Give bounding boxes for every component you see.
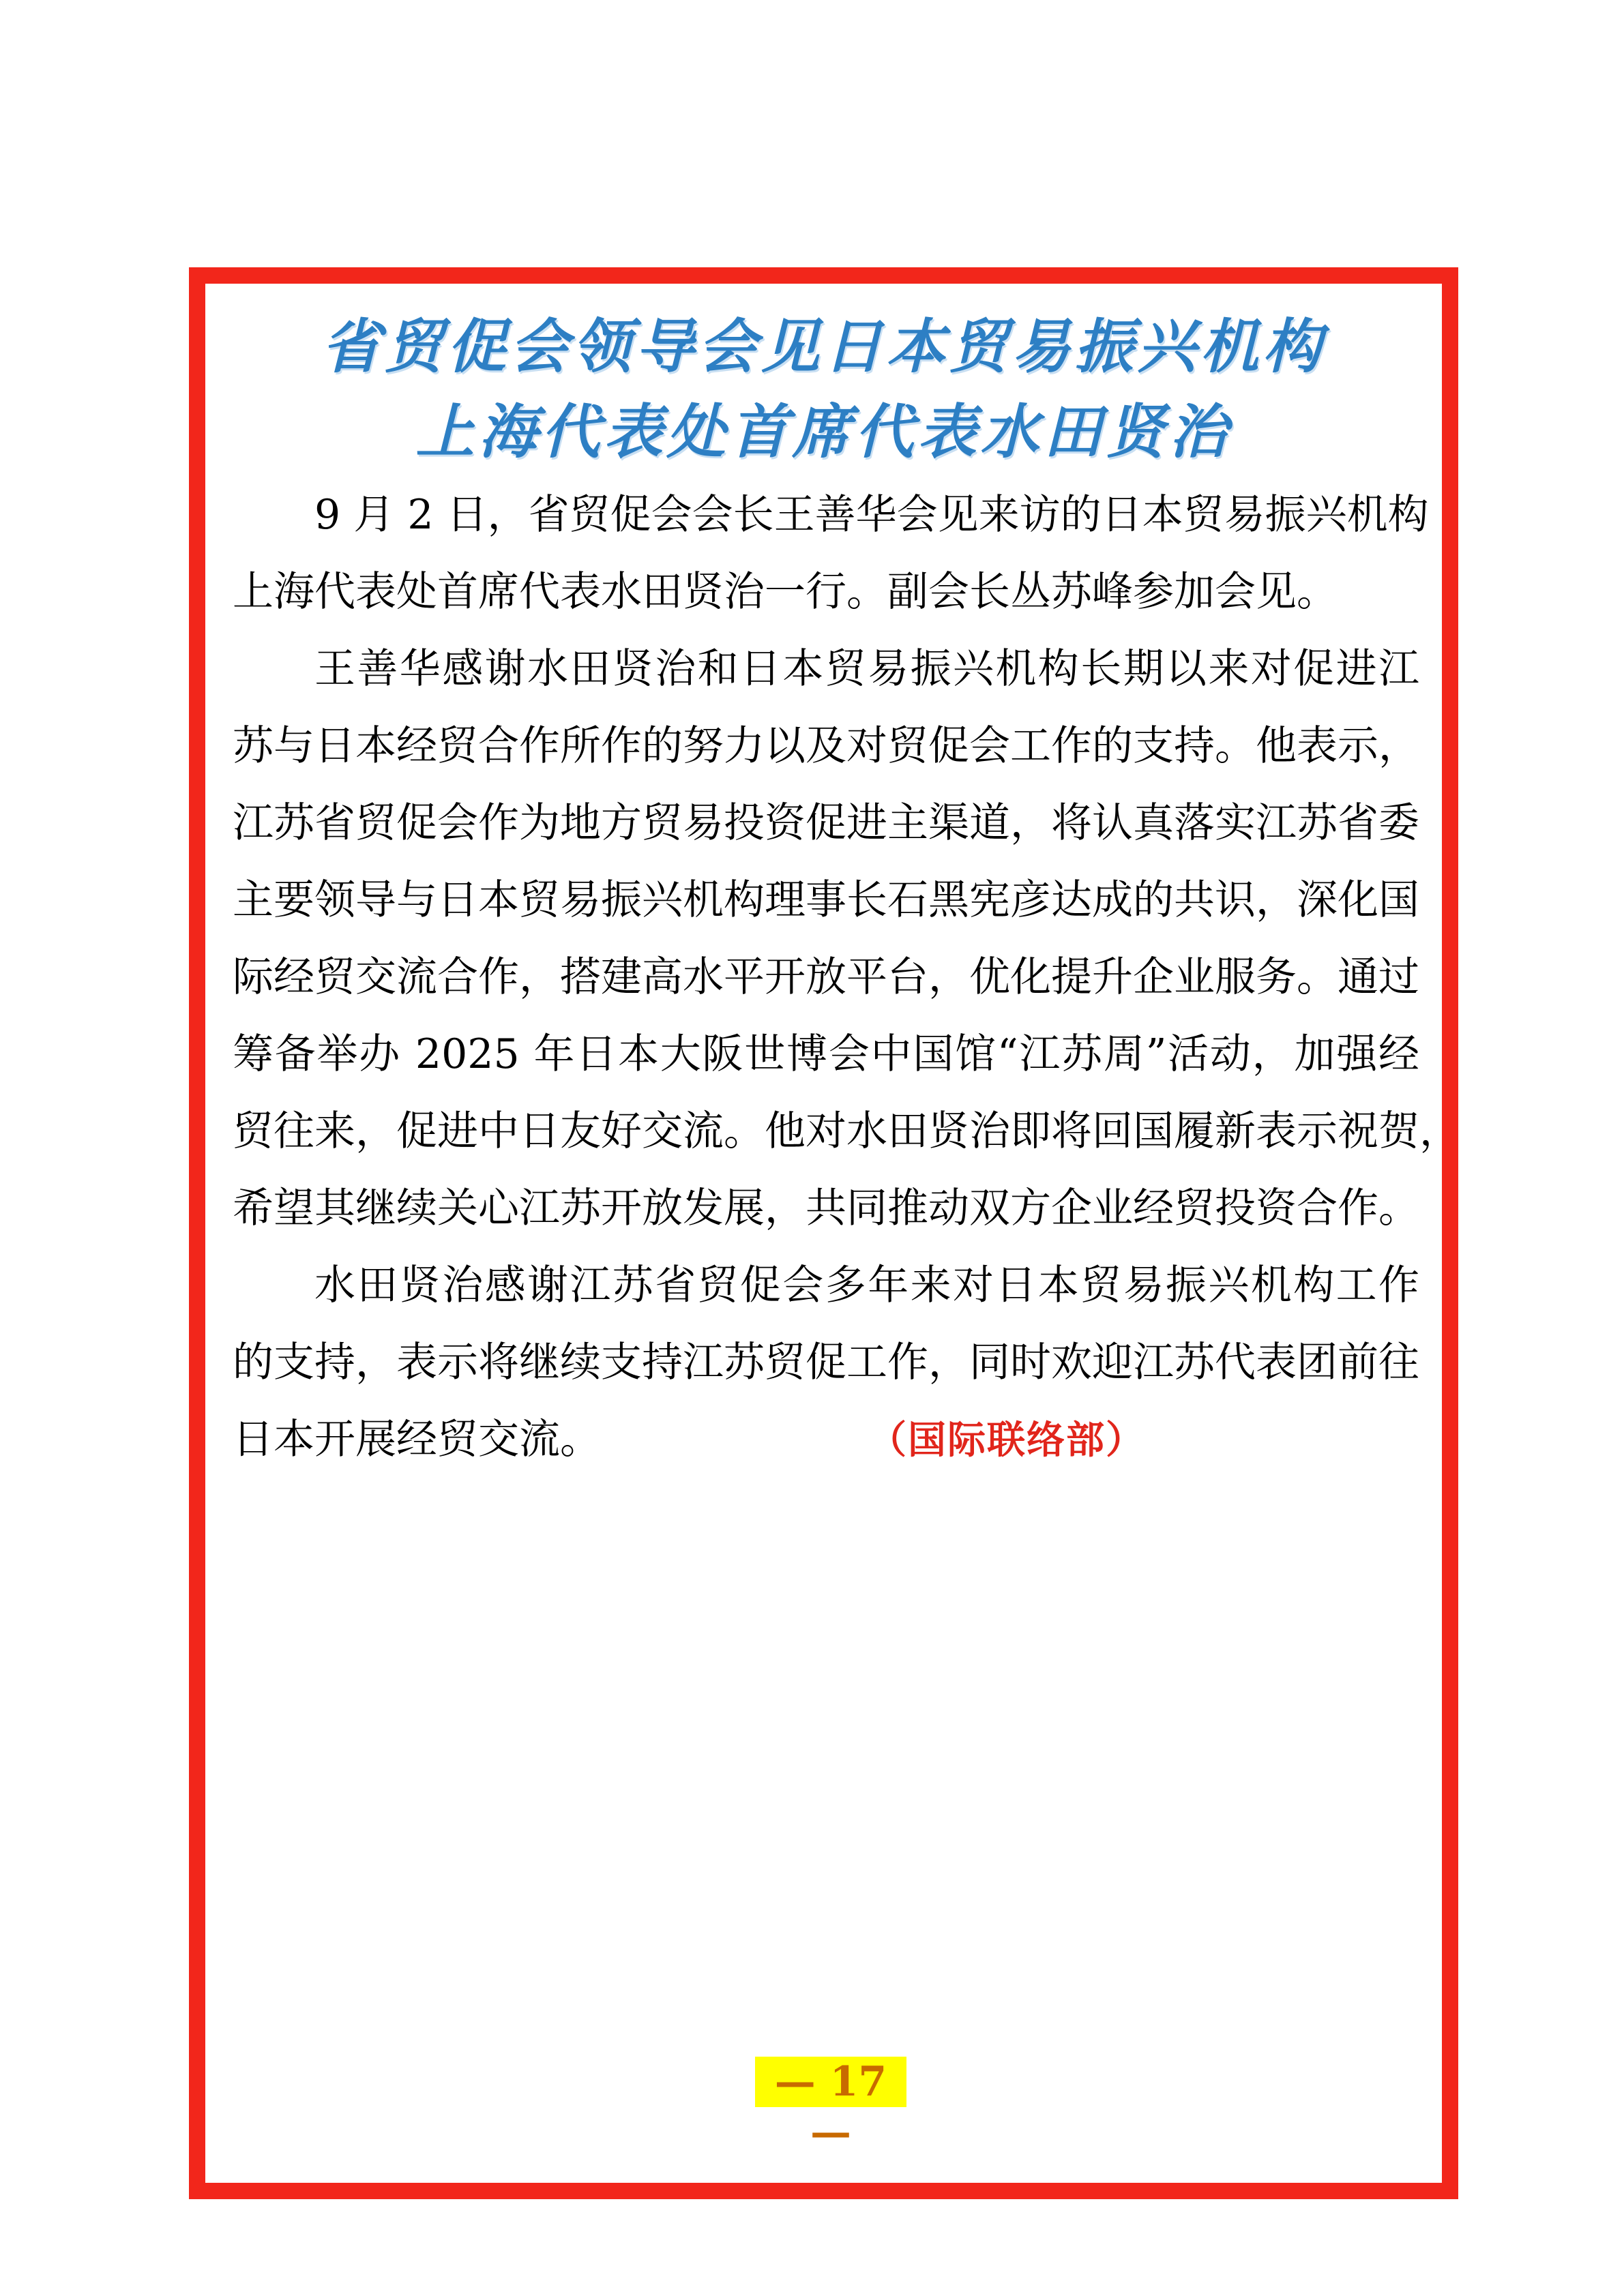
paragraph-2-line-1: 王善华感谢水田贤治和日本贸易振兴机构长期以来对促进江	[314, 645, 1419, 693]
paragraph-3-line-1: 水田贤治感谢江苏省贸促会多年来对日本贸易振兴机构工作	[314, 1262, 1419, 1309]
paragraph-1-line-2: 上海代表处首席代表水田贤治一行。副会长丛苏峰参加会见。	[233, 568, 1338, 616]
paragraph-2-line-7: 贸往来，促进中日友好交流。他对水田贤治即将回国履新表示祝贺，	[233, 1107, 1460, 1155]
paragraph-3-line-3-text: 日本开展经贸交流。	[233, 1416, 601, 1463]
paragraph-1-line-1: 9 月 2 日，省贸促会会长王善华会见来访的日本贸易振兴机构	[314, 491, 1429, 539]
paragraph-3-line-3	[233, 1401, 1419, 1478]
article-title-line-1: 省贸促会领导会见日本贸易振兴机构	[321, 312, 1326, 381]
paragraph-2-line-4: 主要领导与日本贸易振兴机构理事长石黑宪彦达成的共识，深化国	[233, 876, 1419, 924]
page-border-frame	[189, 267, 1458, 2199]
paragraph-2-line-6: 筹备举办 2025 年日本大阪世博会中国馆“江苏周”活动，加强经	[233, 1030, 1419, 1078]
paragraph-3-line-2: 的支持，表示将继续支持江苏贸促工作，同时欢迎江苏代表团前往	[233, 1339, 1419, 1386]
article-body	[233, 477, 1460, 1478]
paragraph-2-line-3: 江苏省贸促会作为地方贸易投资促进主渠道，将认真落实江苏省委	[233, 799, 1419, 847]
page-number: — 17 —	[755, 2057, 906, 2107]
paragraph-2-line-8: 希望其继续关心江苏开放发展，共同推动双方企业经贸投资合作。	[233, 1184, 1419, 1232]
article-title-line-2: 上海代表处首席代表水田贤治	[415, 398, 1232, 466]
department-byline: （国际联络部）	[887, 1418, 1145, 1463]
paragraph-2-line-5: 际经贸交流合作，搭建高水平开放平台，优化提升企业服务。通过	[233, 953, 1419, 1001]
paragraph-2-line-2: 苏与日本经贸合作所作的努力以及对贸促会工作的支持。他表示，	[233, 722, 1419, 770]
